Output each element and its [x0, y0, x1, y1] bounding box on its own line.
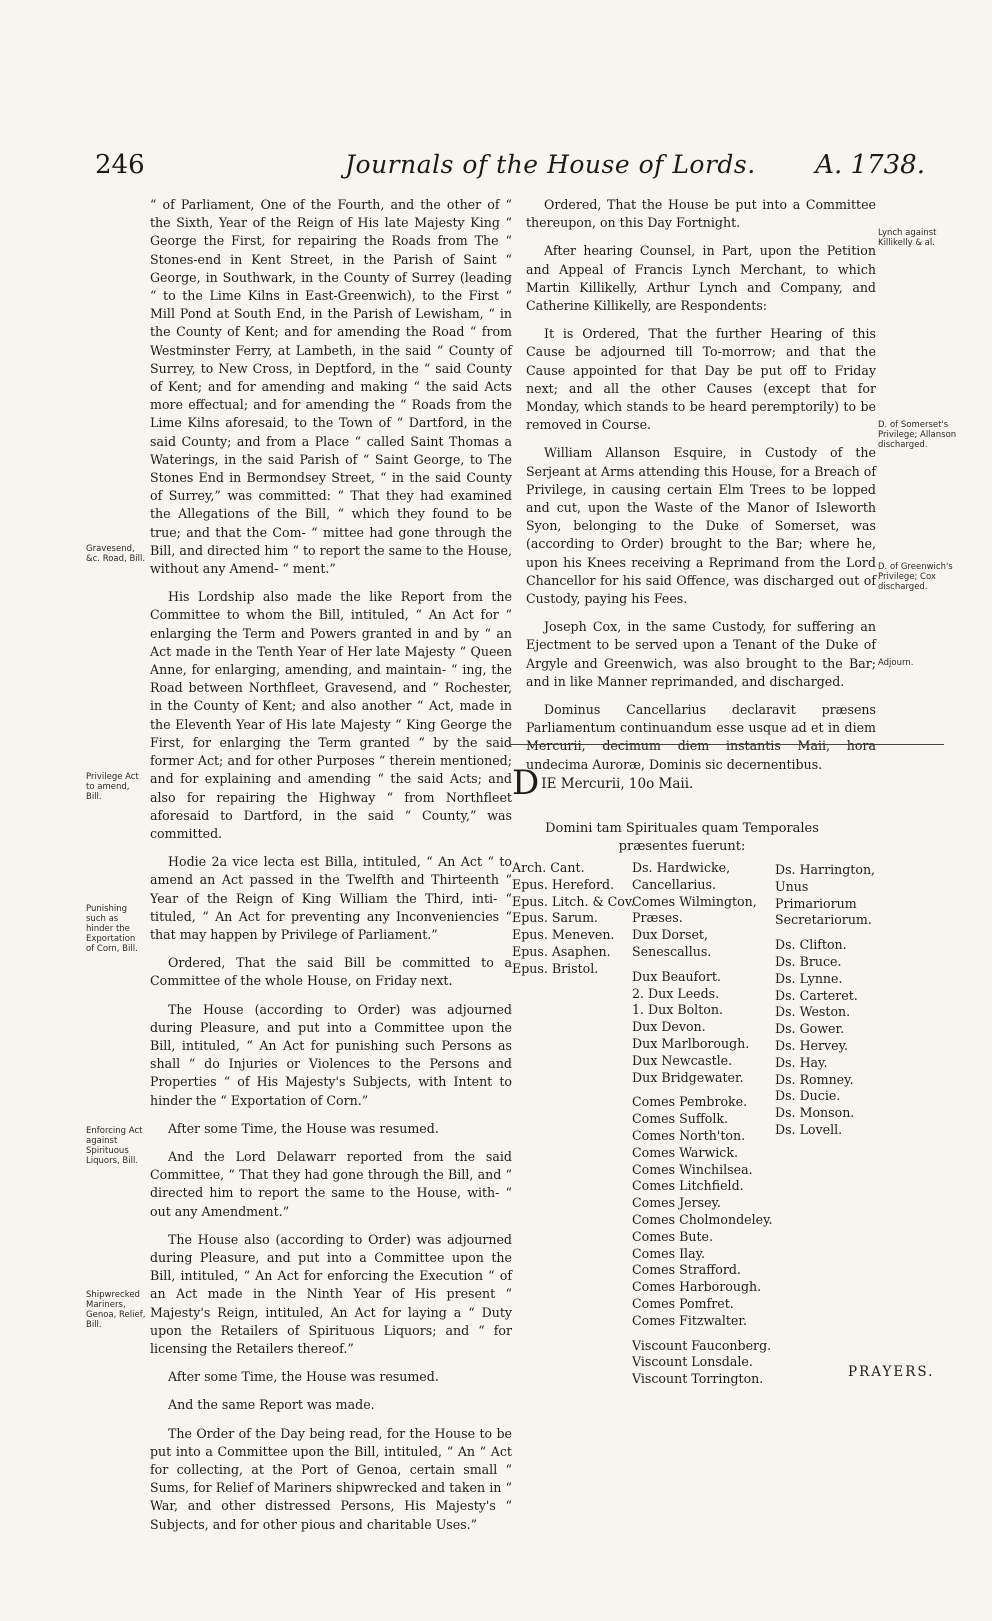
- page-number: 246: [95, 150, 145, 180]
- paragraph: Hodie 2a vice lecta est Billa, intituled, “ An Act “ to amend an Act passed in the Twelfth and Thirteenth “ Year of the Reign of King William the Third, inti- “ tituled, “ An Act for preventing any Inconveniencies “ that may happen by Privilege of Parliament.”: [150, 854, 512, 942]
- lord-name: Ds. Lovell.: [775, 1121, 843, 1137]
- margin-note: Shipwrecked Mariners, Genoa, Relief, Bill.: [86, 1290, 146, 1330]
- lord-name: Ds. Weston.: [775, 1004, 851, 1020]
- paragraph: William Allanson Esquire, in Custody of the Serjeant at Arms attending this House, for a Breach of Privilege, in causing certain Elm Trees to be lopped and cut, upon the Waste of the Manor of Isleworth Syon, belonging to the Duke of Somerset, was (according to Order) brought to the Bar; where he, upon his Knees receiving a Reprimand from the Lord Chancellor for his said Offence, was discharged out of Custody, paying his Fees.: [526, 445, 876, 607]
- lords-present-intro: Domini tam Spirituales quam Temporales præsentes fuerunt:: [545, 821, 819, 854]
- lord-name: Arch. Cant.: [512, 860, 585, 875]
- right-column: [526, 196, 876, 784]
- year-heading: A. 1738.: [815, 150, 925, 180]
- paragraph: After some Time, the House was resumed.: [168, 1120, 439, 1136]
- paragraph: The House also (according to Order) was adjourned during Pleasure, and put into a Committee upon the Bill, intituled, “ An Act for enforcing the Execution “ of an Act made in the Ninth Year of His present “ Majesty's Reign, intituled, An Act for laying a “ Duty upon the Retailers of Spirituous Liquors; and “ for licensing the Retailers thereof.”: [150, 1231, 512, 1356]
- lord-name: Epus. Asaphen.: [512, 943, 611, 959]
- running-head: Journals of the House of Lords.: [345, 150, 756, 179]
- lord-name: Comes Litchfield.: [632, 1178, 744, 1194]
- left-column: [150, 196, 512, 1544]
- lord-name: Comes Pomfret.: [632, 1295, 734, 1311]
- lord-name: Ds. Carteret.: [775, 987, 858, 1003]
- margin-note: Privilege Act to amend, Bill.: [86, 772, 139, 802]
- lord-name: Ds. Hervey.: [775, 1037, 849, 1053]
- lord-name: Comes Winchilsea.: [632, 1161, 753, 1177]
- margin-note: Enforcing Act against Spirituous Liquors, Bill.: [86, 1126, 143, 1166]
- lord-name: Comes Wilmington, Præses.: [632, 893, 757, 926]
- paragraph: The House (according to Order) was adjourned during Pleasure, and put into a Committee upon the Bill, intituled, “ An Act for punishing such Persons as shall “ do Injuries or Violences to the Persons and Properties “ of His Majesty's Subjects, with Intent to hinder the “ Exportation of Corn.”: [150, 1001, 512, 1108]
- day-title: IE Mercurii, 10o Maii.: [541, 776, 694, 792]
- margin-note: Lynch against Killikelly & al.: [878, 228, 937, 248]
- lord-name: Ds. Clifton.: [775, 937, 847, 953]
- margin-note: D. of Somerset's Privilege; Allanson discharged.: [878, 420, 957, 450]
- paragraph: Joseph Cox, in the same Custody, for suffering an Ejectment to be served upon a Tenant of the Duke of Argyle and Greenwich, was also brought to the Bar; and in like Manner reprimanded, and discharged.: [526, 619, 876, 689]
- lord-name: Epus. Litch. & Cov.: [512, 893, 635, 909]
- paragraph: His Lordship also made the like Report from the Committee to whom the Bill, intituled, “ An Act for “ enlarging the Term and Powers granted in and by “ an Act made in the Tenth Year of Her late Majesty “ Queen Anne, for enlarging, amending, and maintain- “ ing, the Road between Northfleet, Gravesend, and “ Rochester, in the County of Kent; and also another “ Act, made in the Eleventh Year of His late Majesty “ King George the First, for enlarging the Term granted “ by the said former Act; and for other Purposes “ therein mentioned; and for explaining and amending “ the said Acts; and also for repairing the Highway “ from Northfleet aforesaid to Dartford, in the said “ County,” was committed.: [150, 589, 512, 841]
- lord-name: Ds. Bruce.: [775, 953, 842, 969]
- margin-note: D. of Greenwich's Privilege; Cox discharged.: [878, 562, 953, 592]
- paragraph: After some Time, the House was resumed.: [168, 1369, 439, 1385]
- lord-name: Dux Devon.: [632, 1019, 706, 1035]
- paragraph: After hearing Counsel, in Part, upon the Petition and Appeal of Francis Lynch Merchant, to which Martin Killikelly, Arthur Lynch and Company, and Catherine Killikelly, are Respondents:: [526, 243, 876, 314]
- paragraph: Dominus Cancellarius declaravit præsens Parliamentum continuandum esse usque ad et in diem Mercurii, decimum diem instantis Maii, hora undecima Auroræ, Dominis sic decernentibus.: [526, 702, 876, 772]
- lord-name: Dux Beaufort.: [632, 968, 721, 984]
- lord-name: Comes Strafford.: [632, 1262, 741, 1278]
- lord-name: Ds. Harrington, Unus Primariorum Secretariorum.: [775, 862, 876, 928]
- lord-name: Epus. Bristol.: [512, 960, 599, 976]
- lord-name: Ds. Hardwicke, Cancellarius.: [632, 860, 731, 892]
- paragraph: The Order of the Day being read, for the House to be put into a Committee upon the Bill, intituled, “ An “ Act for collecting, at the Port of Genoa, certain small “ Sums, for Relief of Mariners shipwrecked and taken in “ War, and other distressed Persons, His Majesty's “ Subjects, and for other pious and charitable Uses.”: [150, 1425, 512, 1532]
- lord-name: Viscount Lonsdale.: [632, 1354, 753, 1370]
- section-divider: [510, 744, 944, 745]
- paragraph: And the Lord Delawarr reported from the said Committee, “ That they had gone through the Bill, and “ directed him to report the same to the House, with- “ out any Amendment.”: [150, 1148, 512, 1219]
- lord-name: Comes Pembroke.: [632, 1094, 748, 1110]
- lord-name: Dux Dorset, Senescallus.: [632, 927, 712, 959]
- paragraph: And the same Report was made.: [168, 1397, 375, 1413]
- lords-list-spiritual: [512, 860, 635, 978]
- lord-name: Comes Jersey.: [632, 1195, 721, 1211]
- day-heading: [512, 763, 932, 803]
- lord-name: Epus. Meneven.: [512, 927, 615, 943]
- lord-name: Comes Fitzwalter.: [632, 1312, 748, 1328]
- lord-name: Comes Bute.: [632, 1228, 713, 1244]
- lord-name: Comes Warwick.: [632, 1144, 738, 1160]
- lords-list-barons: [775, 862, 885, 1139]
- lord-name: Ds. Hay.: [775, 1054, 828, 1070]
- margin-note: Gravesend, &c. Road, Bill.: [86, 544, 146, 564]
- lord-name: Ds. Lynne.: [775, 970, 843, 986]
- paragraph: “ of Parliament, One of the Fourth, and the other of “ the Sixth, Year of the Reign of His late Majesty King “ George the First, for repairing the Roads from The “ Stones-end in Kent Street, in the Parish of Saint “ George, in Southwark, in the County of Surrey (leading “ to the Lime Kilns in East-Greenwich), to the First “ Mill Pond at South End, in the Parish of Lewisham, “ in the County of Kent; and for amending the Road “ from Westminster Ferry, at Lambeth, in the said “ County of Surrey, to New Cross, in Deptford, in the “ said County of Kent; and for amending and making “ the said Acts more effectual; and for amending the “ Roads from the Lime Kilns aforesaid, to the Town of “ Dartford, in the said County; and from a Place “ called Saint Thomas a Waterings, in the said Parish of “ Saint George, to The Stones End in Bermondsey Street, “ in the said County of Surrey,” was committed: “ That they had examined the Allegations of the Bill, “ which they found to be true; and that the Com- “ mittee had gone through the Bill, and directed him “ to report the same to the House, without any Amend- “ ment.”: [150, 197, 512, 577]
- paragraph: Ordered, That the House be put into a Committee thereupon, on this Day Fortnight.: [526, 197, 876, 231]
- lord-name: Ds. Ducie.: [775, 1088, 841, 1104]
- lord-name: Viscount Fauconberg.: [632, 1337, 772, 1353]
- lord-name: Ds. Gower.: [775, 1021, 845, 1037]
- lord-name: Ds. Monson.: [775, 1105, 855, 1121]
- page-header: [95, 150, 925, 186]
- lord-name: Ds. Romney.: [775, 1071, 854, 1087]
- lord-name: Epus. Hereford.: [512, 876, 615, 892]
- lord-name: Comes Suffolk.: [632, 1111, 729, 1127]
- drop-cap: D: [512, 763, 540, 803]
- lord-name: Viscount Torrington.: [632, 1371, 764, 1387]
- lord-name: Comes Cholmondeley.: [632, 1211, 773, 1227]
- paragraph: It is Ordered, That the further Hearing of this Cause be adjourned till To-morrow; and that the Cause appointed for that Day be put off to Friday next; and all the other Causes (except that for Monday, which stands to be heard peremptorily) to be removed in Course.: [526, 326, 876, 433]
- lord-name: Dux Bridgewater.: [632, 1069, 744, 1085]
- lords-list-temporal: [632, 860, 772, 1388]
- lord-name: Epus. Sarum.: [512, 910, 599, 926]
- catchword: PRAYERS.: [848, 1364, 935, 1380]
- lord-name: 2. Dux Leeds.: [632, 985, 720, 1001]
- lord-name: Dux Marlborough.: [632, 1035, 750, 1051]
- lord-name: 1. Dux Bolton.: [632, 1002, 723, 1018]
- lord-name: Comes Harborough.: [632, 1279, 762, 1295]
- margin-note: Punishing such as hinder the Exportation of Corn, Bill.: [86, 904, 138, 954]
- paragraph: Ordered, That the said Bill be committed to a Committee of the whole House, on Friday next.: [150, 955, 512, 989]
- lord-name: Comes North'ton.: [632, 1127, 746, 1143]
- lord-name: Dux Newcastle.: [632, 1052, 733, 1068]
- lord-name: Comes Ilay.: [632, 1245, 706, 1261]
- margin-note: Adjourn.: [878, 658, 914, 668]
